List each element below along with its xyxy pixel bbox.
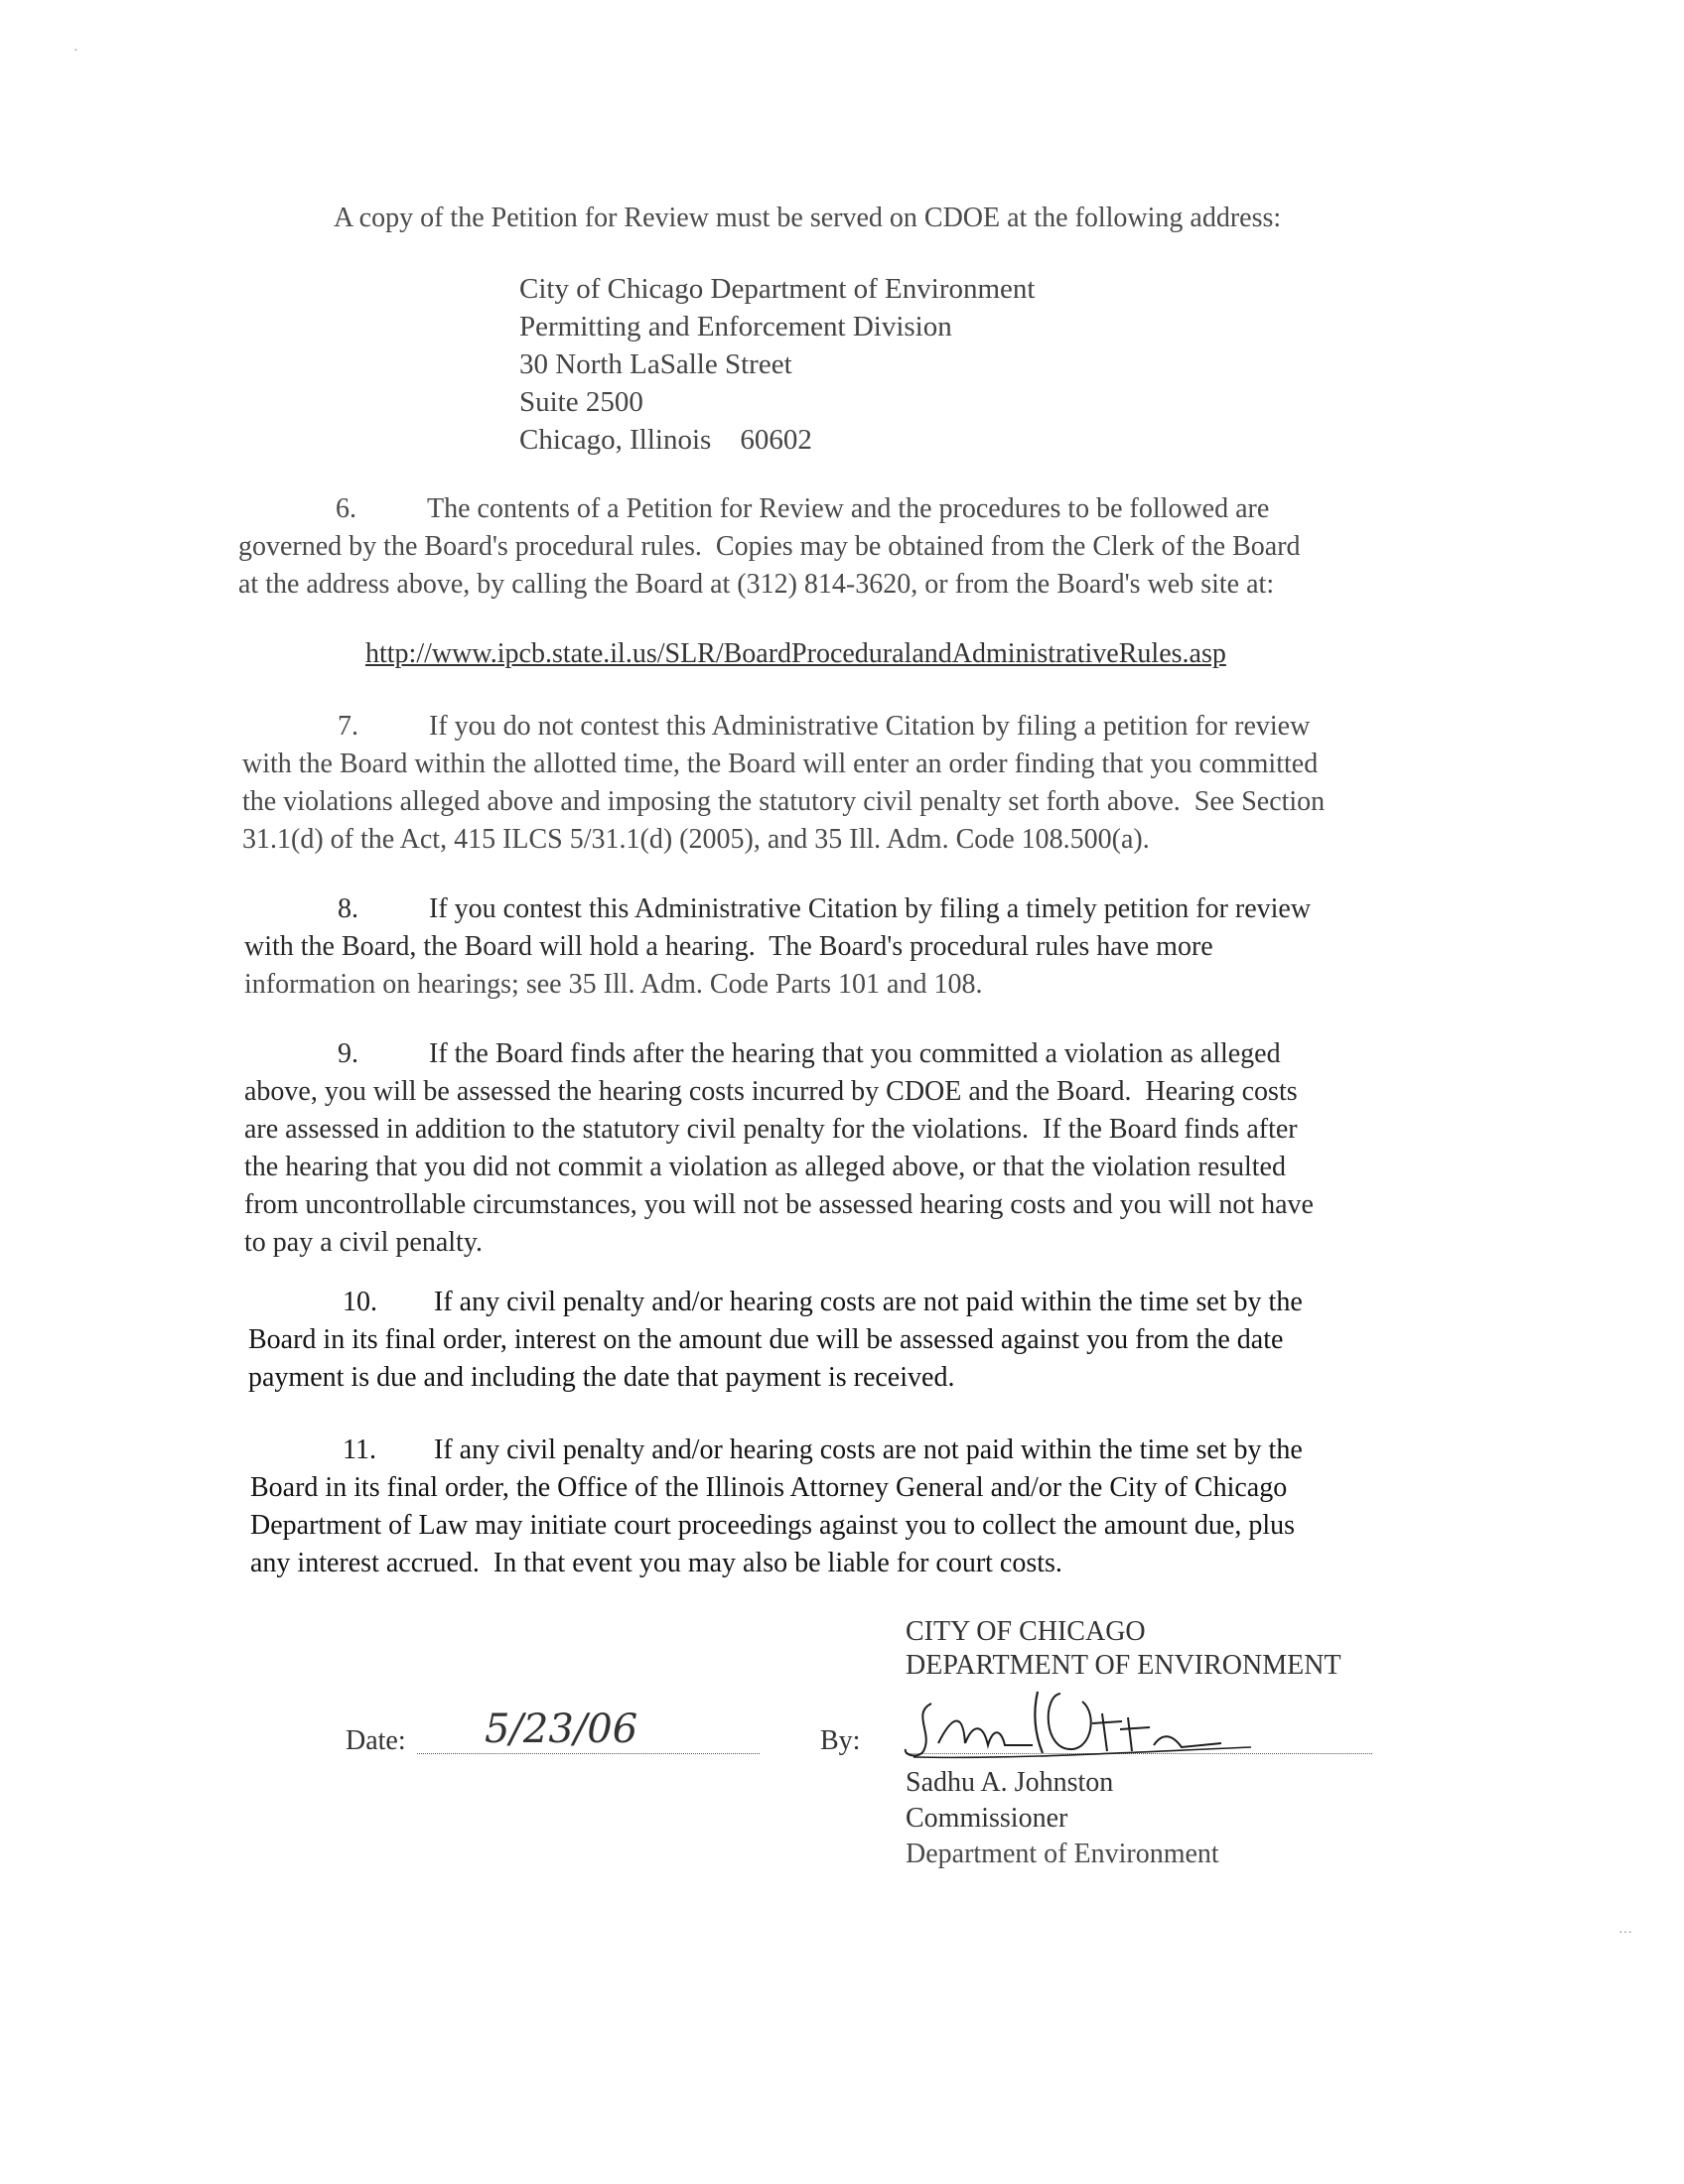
paragraph-line: If any civil penalty and/or hearing costs are not paid within the time set by the [434, 1287, 1303, 1317]
paragraph-line: governed by the Board's procedural rules. Copies may be obtained from the Clerk of the Board [238, 531, 1301, 562]
paragraph-number: 8. [338, 893, 358, 924]
paragraph-number: 11. [343, 1434, 376, 1465]
signer-name: Sadhu A. Johnston [906, 1767, 1114, 1798]
org-line-2: DEPARTMENT OF ENVIRONMENT [906, 1650, 1341, 1681]
address-line: Chicago, Illinois 60602 [519, 424, 812, 456]
scan-speck: · [73, 44, 78, 59]
paragraph-line: Board in its final order, the Office of the Illinois Attorney General and/or the City of Chicago [250, 1472, 1288, 1503]
paragraph-line: the violations alleged above and imposing the statutory civil penalty set forth above. See Section [242, 786, 1326, 817]
paragraph-line: the hearing that you did not commit a violation as alleged above, or that the violation resulted [244, 1152, 1286, 1182]
intro-line: A copy of the Petition for Review must be served on CDOE at the following address: [334, 203, 1282, 233]
paragraph-line: information on hearings; see 35 Ill. Adm. Code Parts 101 and 108. [244, 969, 983, 1000]
paragraph-line: from uncontrollable circumstances, you will not be assessed hearing costs and you will not have [244, 1189, 1314, 1220]
address-line: City of Chicago Department of Environment [519, 273, 1036, 305]
date-value: 5/23/06 [485, 1706, 638, 1752]
paragraph-number: 9. [338, 1038, 358, 1069]
paragraph-line: The contents of a Petition for Review and the procedures to be followed are [427, 493, 1270, 524]
signer-title: Commissioner [906, 1803, 1068, 1834]
paragraph-number: 7. [338, 711, 358, 742]
paragraph-line: If any civil penalty and/or hearing costs are not paid within the time set by the [434, 1434, 1303, 1465]
paragraph-number: 6. [336, 493, 356, 524]
paragraph-line: Board in its final order, interest on the amount due will be assessed against you from the date [248, 1324, 1284, 1355]
address-line: 30 North LaSalle Street [519, 348, 792, 380]
paragraph-number: 10. [343, 1287, 377, 1317]
paragraph-line: If you contest this Administrative Citation by filing a timely petition for review [429, 893, 1312, 924]
paragraph-line: 31.1(d) of the Act, 415 ILCS 5/31.1(d) (2005), and 35 Ill. Adm. Code 108.500(a). [242, 824, 1150, 855]
scan-speck: ··· [1618, 1926, 1632, 1941]
date-label: Date: [346, 1725, 406, 1756]
paragraph-line: any interest accrued. In that event you may also be liable for court costs. [250, 1548, 1062, 1578]
address-line: Permitting and Enforcement Division [519, 311, 952, 342]
signature-image [894, 1674, 1291, 1773]
paragraph-line: above, you will be assessed the hearing costs incurred by CDOE and the Board. Hearing costs [244, 1076, 1298, 1107]
board-rules-link[interactable]: http://www.ipcb.state.il.us/SLR/BoardProceduralandAdministrativeRules.asp [365, 638, 1226, 669]
paragraph-line: If you do not contest this Administrative Citation by filing a petition for review [429, 711, 1311, 742]
paragraph-line: at the address above, by calling the Board at (312) 814-3620, or from the Board's web site at: [238, 569, 1275, 600]
paragraph-line: Department of Law may initiate court proceedings against you to collect the amount due, plus [250, 1510, 1296, 1541]
org-line-1: CITY OF CHICAGO [906, 1616, 1146, 1647]
paragraph-line: are assessed in addition to the statutory civil penalty for the violations. If the Board finds after [244, 1114, 1298, 1145]
paragraph-line: payment is due and including the date that payment is received. [248, 1362, 955, 1393]
paragraph-line: to pay a civil penalty. [244, 1227, 483, 1258]
signer-dept: Department of Environment [906, 1839, 1219, 1869]
paragraph-line: with the Board, the Board will hold a hearing. The Board's procedural rules have more [244, 931, 1213, 962]
address-line: Suite 2500 [519, 386, 643, 418]
paragraph-line: with the Board within the allotted time, the Board will enter an order finding that you committed [242, 749, 1319, 779]
by-label: By: [820, 1725, 861, 1756]
paragraph-line: If the Board finds after the hearing that you committed a violation as alleged [429, 1038, 1281, 1069]
date-line [417, 1753, 760, 1754]
